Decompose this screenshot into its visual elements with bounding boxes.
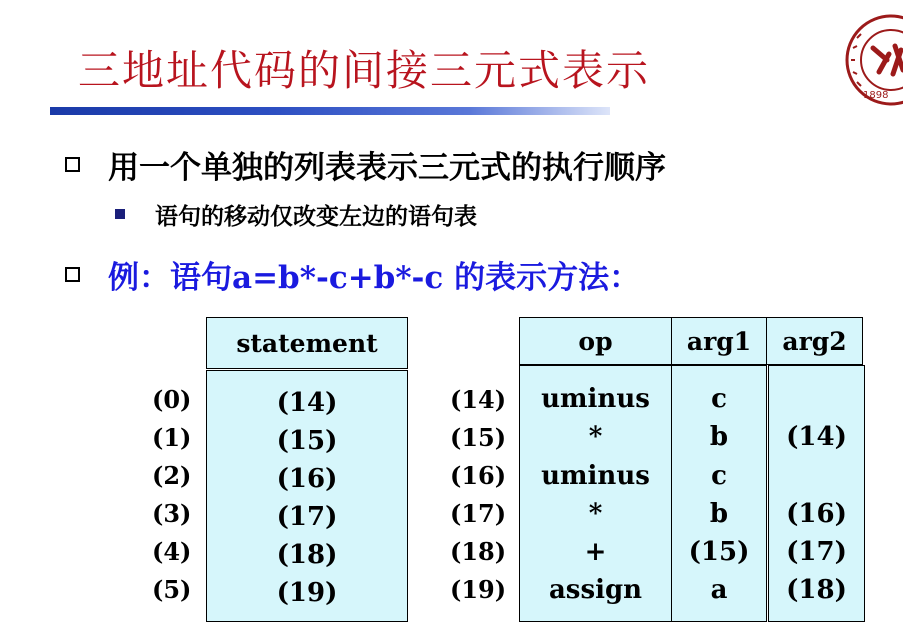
arg1-cell: a <box>710 575 728 605</box>
arg1-header: arg1 <box>671 317 767 365</box>
statement-index: (5) <box>152 575 192 604</box>
triple-index: (15) <box>450 423 507 452</box>
slide-title: 三地址代码的间接三元式表示 <box>78 46 651 95</box>
op-cell: uminus <box>541 384 650 414</box>
triple-index: (19) <box>450 575 507 604</box>
arg1-cell: c <box>711 461 727 491</box>
statement-value: (18) <box>276 540 338 570</box>
triple-index: (16) <box>450 461 507 490</box>
triple-index: (17) <box>450 499 507 528</box>
statement-index: (0) <box>152 385 192 414</box>
statement-value: (19) <box>276 578 338 608</box>
statement-index: (2) <box>152 461 192 490</box>
op-cell: * <box>588 499 603 529</box>
statement-value: (16) <box>276 464 338 494</box>
statement-value: (14) <box>276 388 338 418</box>
arg1-cell: b <box>709 422 729 452</box>
bullet-text-3: 例：语句a=b*-c+b*-c 的表示方法： <box>108 260 641 296</box>
university-seal-icon <box>843 10 903 110</box>
statement-index: (4) <box>152 537 192 566</box>
arg1-cell: (15) <box>688 537 750 567</box>
op-cell: uminus <box>541 461 650 491</box>
statement-index: (3) <box>152 499 192 528</box>
op-cell: + <box>584 537 607 567</box>
arg2-column <box>768 365 865 622</box>
arg2-cell: (18) <box>786 575 847 605</box>
op-column <box>519 365 672 622</box>
arg2-cell: (14) <box>786 422 847 452</box>
statement-index: (1) <box>152 423 192 452</box>
statement-column <box>206 370 408 622</box>
triple-index: (14) <box>450 385 507 414</box>
bullet-text-1: 用一个单独的列表表示三元式的执行顺序 <box>108 150 666 186</box>
bullet-filled-square-icon <box>115 209 125 219</box>
arg1-cell: c <box>711 384 727 414</box>
bullet-text-2: 语句的移动仅改变左边的语句表 <box>155 203 477 230</box>
title-underline-bar <box>50 107 610 115</box>
arg1-cell: b <box>709 499 729 529</box>
arg1-column <box>671 365 767 622</box>
bullet-hollow-square-icon <box>65 267 80 282</box>
triple-index: (18) <box>450 537 507 566</box>
op-cell: assign <box>548 575 643 605</box>
statement-header: statement <box>206 317 408 369</box>
statement-value: (15) <box>276 426 338 456</box>
arg2-cell: (16) <box>786 499 847 529</box>
bullet-hollow-square-icon <box>65 157 80 172</box>
statement-value: (17) <box>276 502 338 532</box>
op-cell: * <box>588 422 603 452</box>
op-header: op <box>519 317 672 365</box>
seal-year: 1898 <box>863 90 889 101</box>
arg2-cell: (17) <box>786 537 847 567</box>
arg2-header: arg2 <box>766 317 863 365</box>
